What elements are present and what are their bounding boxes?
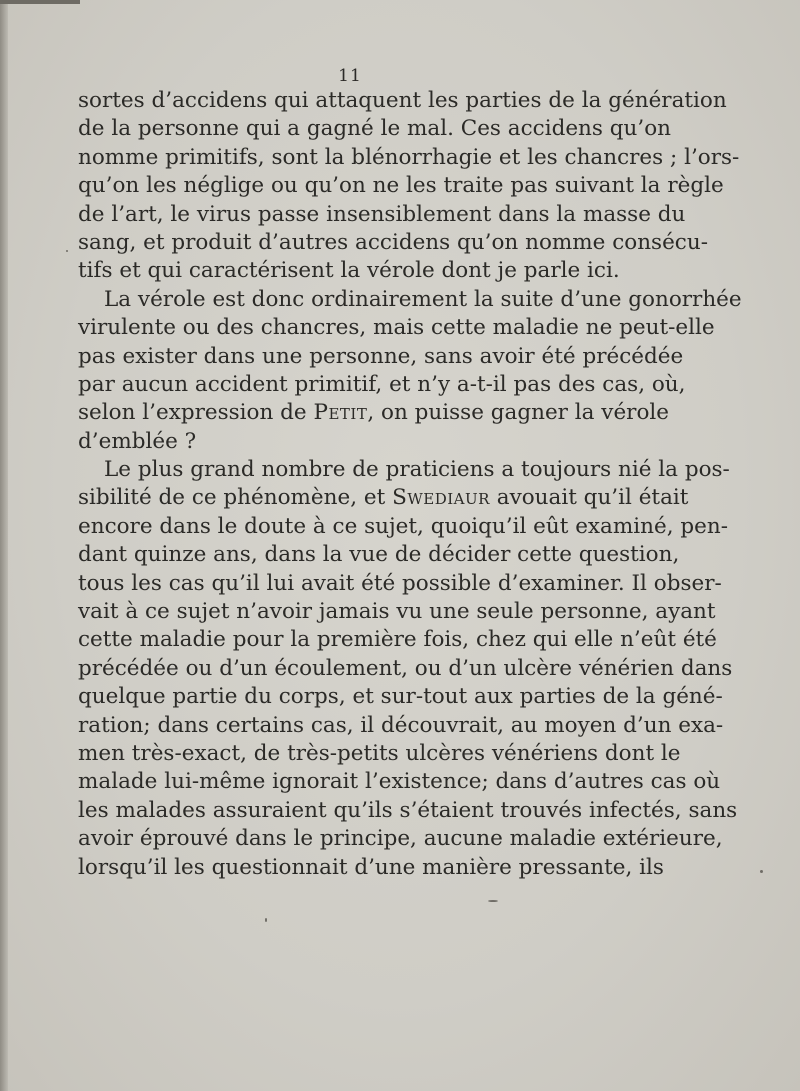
corner-mark: [0, 0, 80, 4]
text-line: Le plus grand nombre de praticiens a toujours nié la pos-: [104, 457, 730, 483]
text-line: les malades assuraient qu’ils s’étaient trouvés infectés, sans: [78, 797, 738, 823]
text-line: sang, et produit d’autres accidens qu’on nomme consécu-: [78, 229, 708, 255]
paper-speck: [265, 918, 267, 922]
text-line: d’emblée ?: [78, 428, 197, 454]
text-line: qu’on les néglige ou qu’on ne les traite pas suivant la règle: [78, 173, 724, 199]
page-number: 11: [338, 66, 362, 86]
text-line: sibilité de ce phénomène, et Swediaur avouait qu’il était: [78, 485, 689, 511]
text-line: tous les cas qu’il lui avait été possible d’examiner. Il obser-: [78, 570, 722, 596]
text-line: pas exister dans une personne, sans avoir été précédée: [78, 343, 684, 369]
text-line: précédée ou d’un écoulement, ou d’un ulcère vénérien dans: [78, 655, 733, 681]
text-line: men très-exact, de très-petits ulcères vénériens dont le: [78, 740, 681, 766]
text-line: La vérole est donc ordinairement la suite d’une gonorrhée: [104, 286, 742, 312]
text-line: selon l’expression de Petit, on puisse gagner la vérole: [78, 400, 669, 426]
text-line: par aucun accident primitif, et n’y a-t-il pas des cas, où,: [78, 371, 686, 397]
text-line: tifs et qui caractérisent la vérole dont je parle ici.: [78, 258, 620, 284]
text-line: avoir éprouvé dans le principe, aucune maladie extérieure,: [78, 826, 723, 852]
author-name-swediaur: Swediaur: [392, 485, 490, 511]
text-line: virulente ou des chancres, mais cette maladie ne peut-elle: [78, 315, 715, 341]
text-line: sortes d’accidens qui attaquent les parties de la génération: [78, 88, 727, 113]
paper-speck: [488, 900, 498, 902]
text-line: cette maladie pour la première fois, chez qui elle n’eût été: [78, 627, 717, 653]
text-line: malade lui-même ignorait l’existence; dans d’autres cas où: [78, 769, 721, 795]
text-line: vait à ce sujet n’avoir jamais vu une seule personne, ayant: [78, 599, 716, 625]
paper-speck: [66, 250, 68, 252]
text-line: nomme primitifs, sont la blénorrhagie et les chancres ; l’ors-: [78, 144, 740, 170]
text-line: encore dans le doute à ce sujet, quoiqu’il eût examiné, pen-: [78, 513, 728, 539]
author-name-petit: Petit: [313, 400, 368, 426]
text-line: lorsqu’il les questionnait d’une manière pressante, ils: [78, 854, 664, 880]
paper-speck: [760, 870, 763, 873]
text-line: de la personne qui a gagné le mal. Ces accidens qu’on: [78, 116, 672, 142]
binding-edge: [0, 0, 8, 1091]
text-line: ration; dans certains cas, il découvrait, au moyen d’un exa-: [78, 712, 724, 738]
text-line: de l’art, le virus passe insensiblement dans la masse du: [78, 201, 686, 227]
text-line: dant quinze ans, dans la vue de décider cette question,: [78, 542, 680, 568]
text-line: quelque partie du corps, et sur-tout aux parties de la géné-: [78, 684, 723, 710]
body-text: [78, 87, 742, 882]
